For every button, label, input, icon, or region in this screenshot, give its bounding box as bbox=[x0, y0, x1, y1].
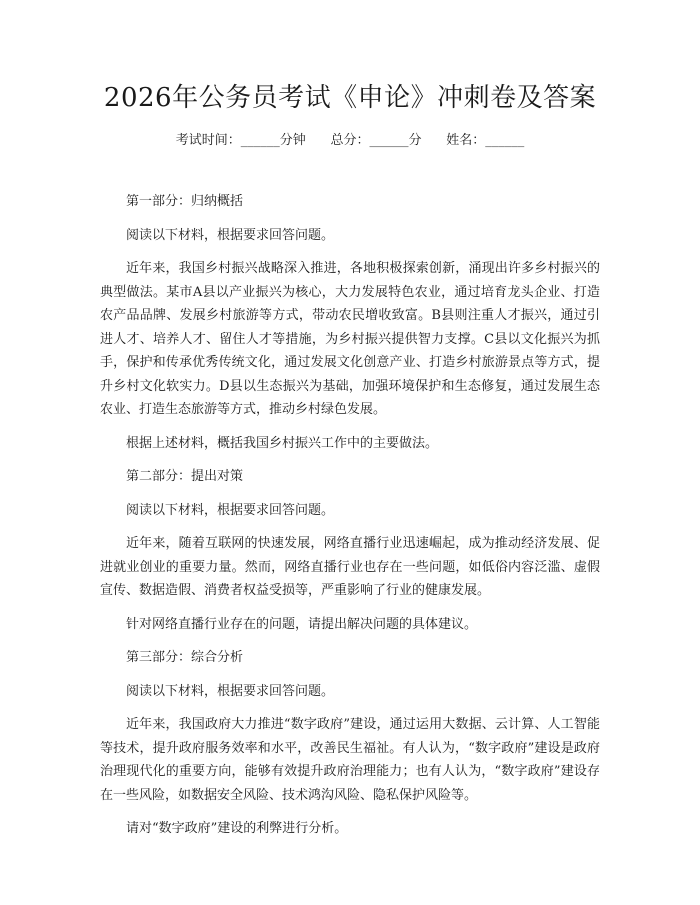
part3-heading: 第三部分：综合分析 bbox=[126, 650, 244, 665]
part2-question: 针对网络直播行业存在的问题，请提出解决问题的具体建议。 bbox=[126, 616, 478, 632]
part3-material: 近年来，我国政府大力推进“数字政府”建设，通过运用大数据、云计算、人工智能等技术，提升政府服务效率和水平，改善民生福祉。有人认为，“数字政府”建设是政府治理现代化的重要方向，能够有效提升政府治理能力；也有人认为，“数字政府”建设存在一些风险，如数据安全风险、技术鸿沟风险、隐私保护风险等。 bbox=[100, 717, 600, 803]
part3-question: 请对“数字政府”建设的利弊进行分析。 bbox=[126, 821, 348, 836]
part2-heading: 第二部分：提出对策 bbox=[126, 469, 244, 484]
part2-instruction: 阅读以下材料，根据要求回答问题。 bbox=[126, 502, 335, 518]
part1-heading: 第一部分：归纳概括 bbox=[126, 194, 244, 209]
part1-material: 近年来，我国乡村振兴战略深入推进，各地积极探索创新，涌现出许多乡村振兴的典型做法。某市A县以产业振兴为核心，大力发展特色农业，通过培育龙头企业、打造农产品品牌、发展乡村旅游等方式，带动农民增收致富。B县则注重人才振兴，通过引进人才、培养人才、留住人才等措施，为乡村振兴提供智力支撑。C县以文化振兴为抓手，保护和传承优秀传统文化，通过发展文化创意产业、打造乡村旅游景点等方式，提升乡村文化软实力。D县以生态振兴为基础，加强环境保护和生态修复，通过发展生态农业、打造生态旅游等方式，推动乡村绿色发展。 bbox=[100, 261, 600, 417]
exam-body bbox=[100, 190, 600, 851]
part1-instruction: 阅读以下材料，根据要求回答问题。 bbox=[126, 227, 335, 243]
part3-instruction: 阅读以下材料，根据要求回答问题。 bbox=[126, 683, 335, 699]
part1-question: 根据上述材料，概括我国乡村振兴工作中的主要做法。 bbox=[126, 435, 439, 451]
exam-meta-line: 考试时间：______分钟 总分：______分 姓名：______ bbox=[175, 133, 525, 148]
exam-title: 2026年公务员考试《申论》冲刺卷及答案 bbox=[103, 83, 597, 113]
part2-material: 近年来，随着互联网的快速发展，网络直播行业迅速崛起，成为推动经济发展、促进就业创业的重要力量。然而，网络直播行业也存在一些问题，如低俗内容泛滥、虚假宣传、数据造假、消费者权益受损等，严重影响了行业的健康发展。 bbox=[100, 536, 600, 598]
